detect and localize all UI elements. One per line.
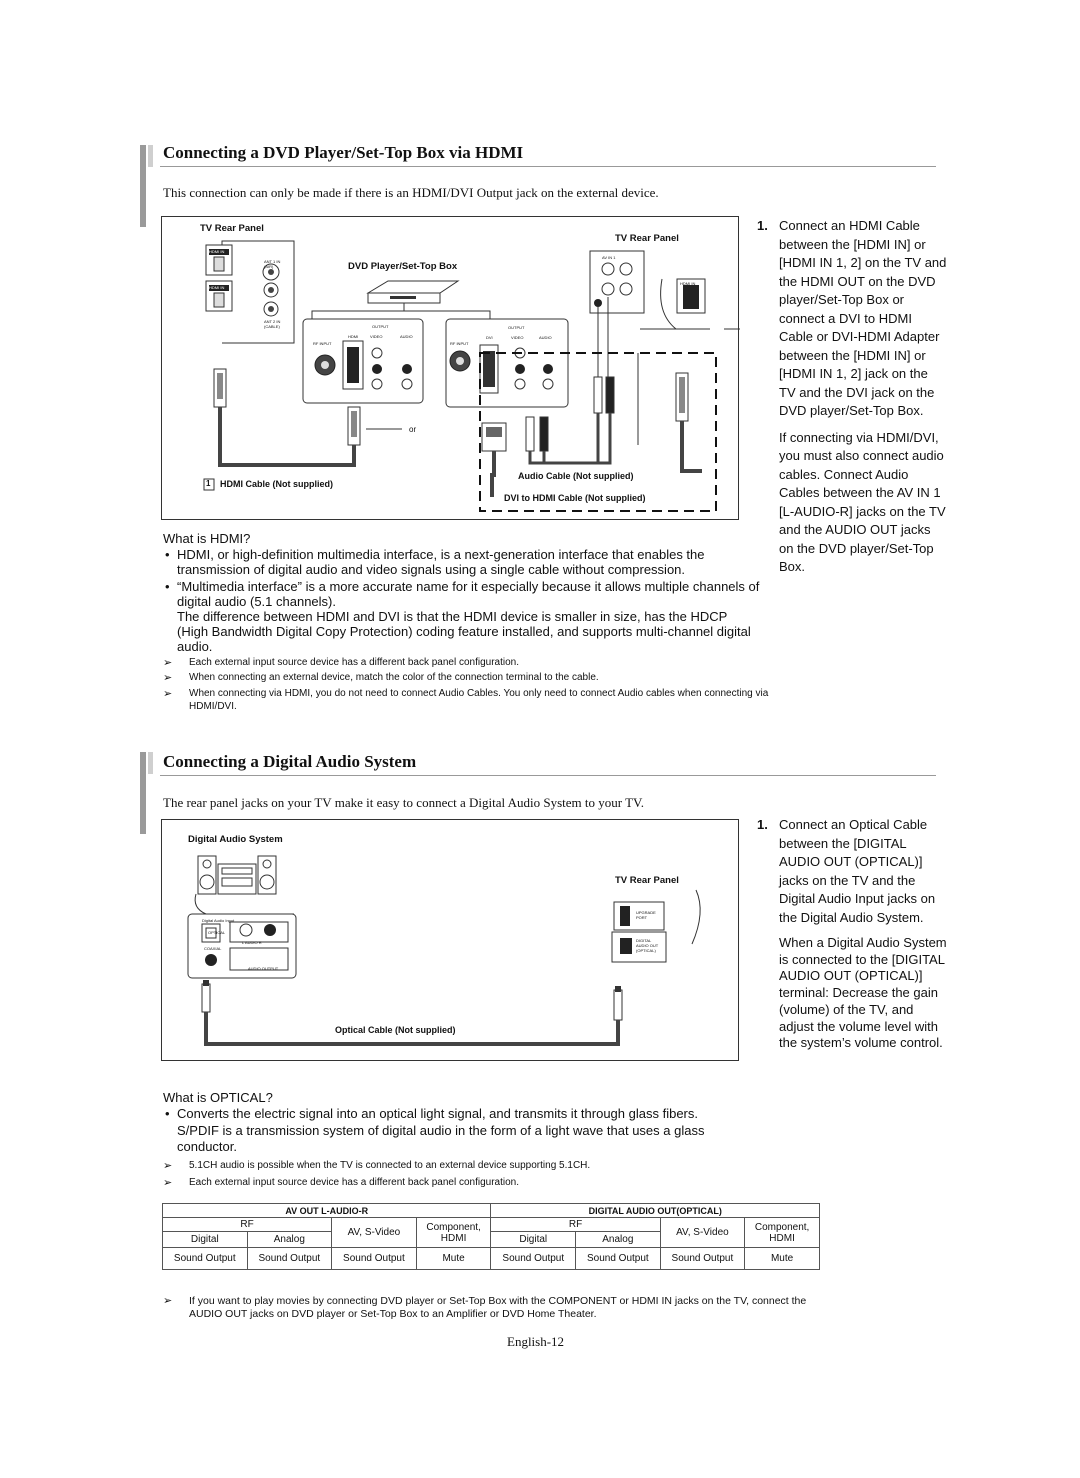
- dvd-back-panel-hdmi: [303, 319, 423, 403]
- port-label-digital-out: DIGITAL AUDIO OUT (OPTICAL): [636, 938, 659, 953]
- table-text-component-left: Component,: [426, 1221, 481, 1233]
- tv-rear-panel-optical-label: TV Rear Panel: [615, 875, 679, 886]
- table-head-digital-out: DIGITAL AUDIO OUT(OPTICAL): [491, 1204, 820, 1218]
- section2-note-1: ➢ 5.1CH audio is possible when the TV is connected to an external device supporting 5.1CH.: [163, 1160, 773, 1173]
- cable-number: 1: [206, 479, 211, 488]
- table-cell-analog-left: Analog: [247, 1232, 332, 1248]
- table-cell-mute-1: Mute: [416, 1248, 491, 1270]
- what-is-optical-heading: What is OPTICAL?: [163, 1090, 273, 1105]
- table-cell-comp-right: [745, 1218, 820, 1248]
- section2-note-2: ➢ Each external input source device has a different back panel configuration.: [163, 1177, 773, 1190]
- section1-step-text: Connect an HDMI Cable between the [HDMI IN] or [HDMI IN 1, 2] on the TV and the HDMI OUT on the DVD player/Set-Top Box or connect a DVI to HDMI Cable or DVI-HDMI Adapter between the [HDMI IN] or [HDMI IN 1, 2] jack on the TV and the DVI jack on the DVD player/Set-Top Box.: [779, 218, 947, 418]
- table-cell-so-2: Sound Output: [247, 1248, 332, 1270]
- port-label-hdmi-in-b: HDMI IN: [209, 285, 225, 290]
- dvd-player-graphic: [312, 281, 490, 325]
- optical-cable-label: Optical Cable (Not supplied): [335, 1025, 456, 1035]
- port-label-audio-output: AUDIO OUTPUT: [248, 966, 279, 971]
- port-label-output-b: OUTPUT: [508, 325, 525, 330]
- port-label-optical: OPTICAL: [208, 930, 226, 935]
- port-label-l-audio-r: L AUDIO R: [242, 940, 262, 945]
- or-label: or: [409, 425, 417, 434]
- section2-accent-bar-light: [148, 752, 153, 774]
- what-is-hdmi-heading: What is HDMI?: [163, 531, 251, 546]
- port-label-hdmi: HDMI: [348, 334, 359, 339]
- section2-accent-bar: [140, 752, 146, 834]
- table-cell-digital-right: Digital: [491, 1232, 576, 1248]
- section2-rule: [160, 775, 936, 776]
- digital-audio-system-label: Digital Audio System: [188, 834, 283, 845]
- dvd-back-panel-dvi: [446, 319, 568, 407]
- optical-bullet-1: • Converts the electric signal into an optical light signal, and transmits it through glass fibers. S/PDIF is a transmission system of digital audio in the form of a light wave that uses a glass conductor.: [163, 1106, 723, 1156]
- what-is-hdmi-block: [163, 531, 761, 654]
- dvd-player-label: DVD Player/Set-Top Box: [348, 261, 458, 272]
- hdmi-diagram: [161, 216, 739, 520]
- table-row: [163, 1218, 820, 1232]
- section1-note-1: ➢ Each external input source device has a different back panel configuration.: [163, 657, 773, 670]
- section1-rule: [160, 166, 936, 167]
- section1-step-number: 1.: [757, 218, 768, 233]
- port-label-av-in: AV IN 1: [602, 255, 616, 260]
- table-cell-so-6: Sound Output: [660, 1248, 745, 1270]
- table-text-component-right: Component,: [754, 1221, 810, 1233]
- tv-rear-panel-right-graphic: [590, 251, 740, 377]
- table-cell-avs-left: AV, S-Video: [332, 1218, 417, 1248]
- table-text-hdmi-left: HDMI: [440, 1232, 467, 1244]
- port-label-digital-input: Digital Audio Input: [202, 918, 235, 923]
- audio-output-table: [162, 1203, 820, 1270]
- hdmi-bullet-continuation: The difference between HDMI and DVI is that the HDMI device is smaller in size, has the HDCP (High Bandwidth Digital Copy Protection) coding feature installed, and supports multi-channel digital audio.: [177, 609, 751, 654]
- section1-step-note: If connecting via HDMI/DVI, you must also connect audio cables. Connect Audio Cables between the AV IN 1 [L-AUDIO-R] jacks on the TV and the AUDIO OUT jacks on the DVD player/Set-Top Box.: [779, 429, 946, 574]
- section1-note-2: ➢ When connecting an external device, match the color of the connection terminal to the cable.: [163, 672, 773, 685]
- port-label-audio-b: AUDIO: [539, 335, 552, 340]
- port-label-hdmi-in-a: HDMI IN: [209, 249, 225, 254]
- table-text-hdmi-right: HDMI: [769, 1232, 795, 1244]
- section1-accent-bar: [140, 145, 146, 227]
- section2-step-text: Connect an Optical Cable between the [DIGITAL AUDIO OUT (OPTICAL)] jacks on the TV and the Digital Audio Input jacks on the Digital Audio System.: [779, 817, 936, 925]
- what-is-optical-block: [163, 1090, 723, 1156]
- port-label-ant2: ANT 2 IN (CABLE): [264, 319, 281, 329]
- table-cell-rf-right: RF: [491, 1218, 660, 1232]
- dvi-cable-label: DVI to HDMI Cable (Not supplied): [504, 493, 646, 503]
- table-cell-digital-left: Digital: [163, 1232, 248, 1248]
- port-label-video-b: VIDEO: [511, 335, 524, 340]
- port-label-coaxial: COAXIAL: [204, 946, 222, 951]
- hdmi-bullet-2: • “Multimedia interface” is a more accurate name for it especially because it allows multiple channels of digital audio (5.1 channels).: [163, 579, 761, 609]
- section1-intro: This connection can only be made if there is an HDMI/DVI Output jack on the external device.: [163, 185, 659, 200]
- table-cell-mute-2: Mute: [745, 1248, 820, 1270]
- section1-note-3: ➢ When connecting via HDMI, you do not need to connect Audio Cables. You only need to connect Audio cables when connecting via HDMI/DVI.: [163, 688, 773, 713]
- section2-step: [757, 816, 947, 1052]
- section2-step-note: When a Digital Audio System is connected to the [DIGITAL AUDIO OUT (OPTICAL)] terminal: Decrease the gain (volume) of the TV, and adjust the volume level with the system’s volume control.: [779, 935, 947, 1051]
- table-row: [163, 1248, 820, 1270]
- port-label-upgrade: UPGRADE PORT: [636, 910, 656, 920]
- port-label-dvi: DVI: [486, 335, 493, 340]
- table-cell-rf-left: RF: [163, 1218, 332, 1232]
- port-label-hdmi-in-c: HDMI IN: [680, 281, 696, 286]
- table-cell-comp-left: [416, 1218, 491, 1248]
- table-cell-avs-right: AV, S-Video: [660, 1218, 745, 1248]
- hdmi-cable-label: HDMI Cable (Not supplied): [220, 479, 333, 489]
- page-number: English-12: [507, 1334, 565, 1349]
- section2-intro: The rear panel jacks on your TV make it easy to connect a Digital Audio System to your TV.: [163, 795, 645, 810]
- port-label-rf-b: RF INPUT: [450, 341, 469, 346]
- section1-title: Connecting a DVD Player/Set-Top Box via HDMI: [163, 143, 524, 162]
- table-cell-analog-right: Analog: [576, 1232, 661, 1248]
- hdmi-bullet-1: • HDMI, or high-definition multimedia interface, is a next-generation interface that enables the transmission of digital audio and video signals using a single cable without compression.: [163, 547, 761, 577]
- section1-accent-bar-light: [148, 145, 153, 167]
- tv-rear-panel-left-label: TV Rear Panel: [200, 223, 264, 234]
- table-cell-so-1: Sound Output: [163, 1248, 248, 1270]
- section2-title: Connecting a Digital Audio System: [163, 752, 417, 771]
- section2-step-number: 1.: [757, 817, 768, 832]
- table-cell-so-5: Sound Output: [576, 1248, 661, 1270]
- port-label-audio-a: AUDIO: [400, 334, 413, 339]
- port-label-rf-a: RF INPUT: [313, 341, 332, 346]
- table-cell-so-4: Sound Output: [491, 1248, 576, 1270]
- audio-cable-label: Audio Cable (Not supplied): [518, 471, 634, 481]
- table-cell-so-3: Sound Output: [332, 1248, 417, 1270]
- table-head-av-out: AV OUT L-AUDIO-R: [163, 1204, 491, 1218]
- tv-rear-panel-right-label: TV Rear Panel: [615, 233, 679, 244]
- section1-step: [757, 217, 947, 577]
- table-header-row: [163, 1204, 820, 1218]
- optical-diagram: [161, 819, 739, 1061]
- port-label-video-a: VIDEO: [370, 334, 383, 339]
- port-label-output-a: OUTPUT: [372, 324, 389, 329]
- digital-audio-system-graphic: [195, 856, 294, 914]
- port-label-ant1: ANT 1 IN (AIR): [264, 259, 281, 269]
- final-note: ➢ If you want to play movies by connecting DVD player or Set-Top Box with the COMPONENT or HDMI IN jacks on the TV, connect the AUDIO OUT jacks on DVD player or Set-Top Box to an Amplifier or DVD Home Theater.: [163, 1295, 823, 1321]
